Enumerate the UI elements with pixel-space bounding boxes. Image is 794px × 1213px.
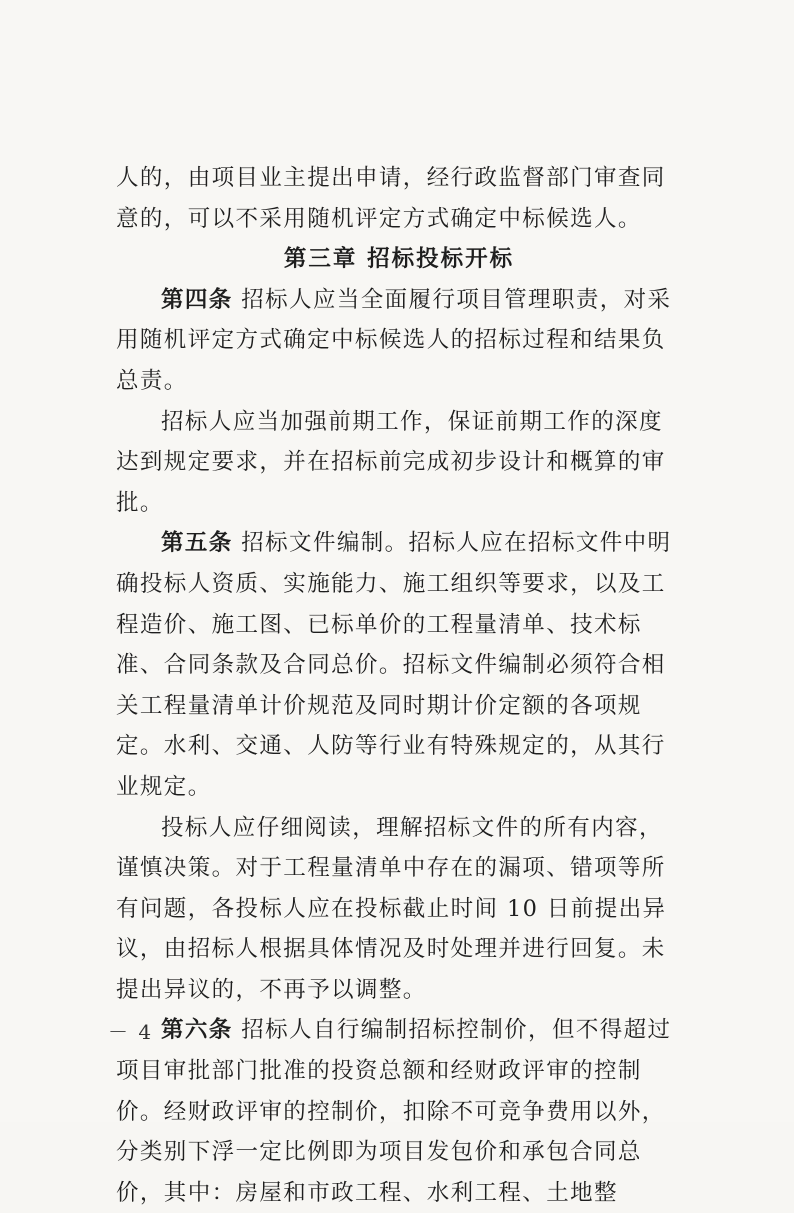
article-6-label: 第六条 (161, 1017, 233, 1044)
article-4-text: 招标人应当全面履行项目管理职责，对采用随机评定方式确定中标候选人的招标过程和结果负总责。 (116, 286, 672, 394)
article-4-paragraph (116, 280, 682, 402)
article-4-paragraph-2: 招标人应当加强前期工作，保证前期工作的深度达到规定要求，并在招标前完成初步设计和概算的审批。 (116, 408, 666, 516)
article-5-paragraph-2: 投标人应仔细阅读，理解招标文件的所有内容，谨慎决策。对于工程量清单中存在的漏项、错项等所有问题，各投标人应在投标截止时间 10 日前提出异议，由招标人根据具体情况及时处理并进行回复。未提出异议的，不再予以调整。 (116, 814, 667, 1003)
continuation-paragraph: 人的，由项目业主提出申请，经行政监督部门审查同意的，可以不采用随机评定方式确定中标候选人。 (116, 165, 666, 232)
article-5-paragraph (116, 523, 682, 807)
article-4-label: 第四条 (161, 286, 233, 313)
article-6-paragraph (116, 1010, 682, 1213)
page-number: － 4 － (108, 1020, 184, 1044)
document-body (116, 158, 682, 1213)
article-6-text: 招标人自行编制招标控制价，但不得超过项目审批部门批准的投资总额和经财政评审的控制价。经财政评审的控制价，扣除不可竞争费用以外，分类别下浮一定比例即为项目发包价和承包合同总价，其中：房屋和市政工程、水利工程、土地整 (116, 1017, 672, 1206)
article-5-label: 第五条 (161, 530, 233, 557)
article-5-text: 招标文件编制。招标人应在招标文件中明确投标人资质、实施能力、施工组织等要求，以及工程造价、施工图、已标单价的工程量清单、技术标准、合同条款及合同总价。招标文件编制必须符合相关工程量清单计价规范及同时期计价定额的各项规定。水利、交通、人防等行业有特殊规定的，从其行业规定。 (116, 530, 672, 800)
chapter-title: 第三章 招标投标开标 (283, 246, 515, 273)
